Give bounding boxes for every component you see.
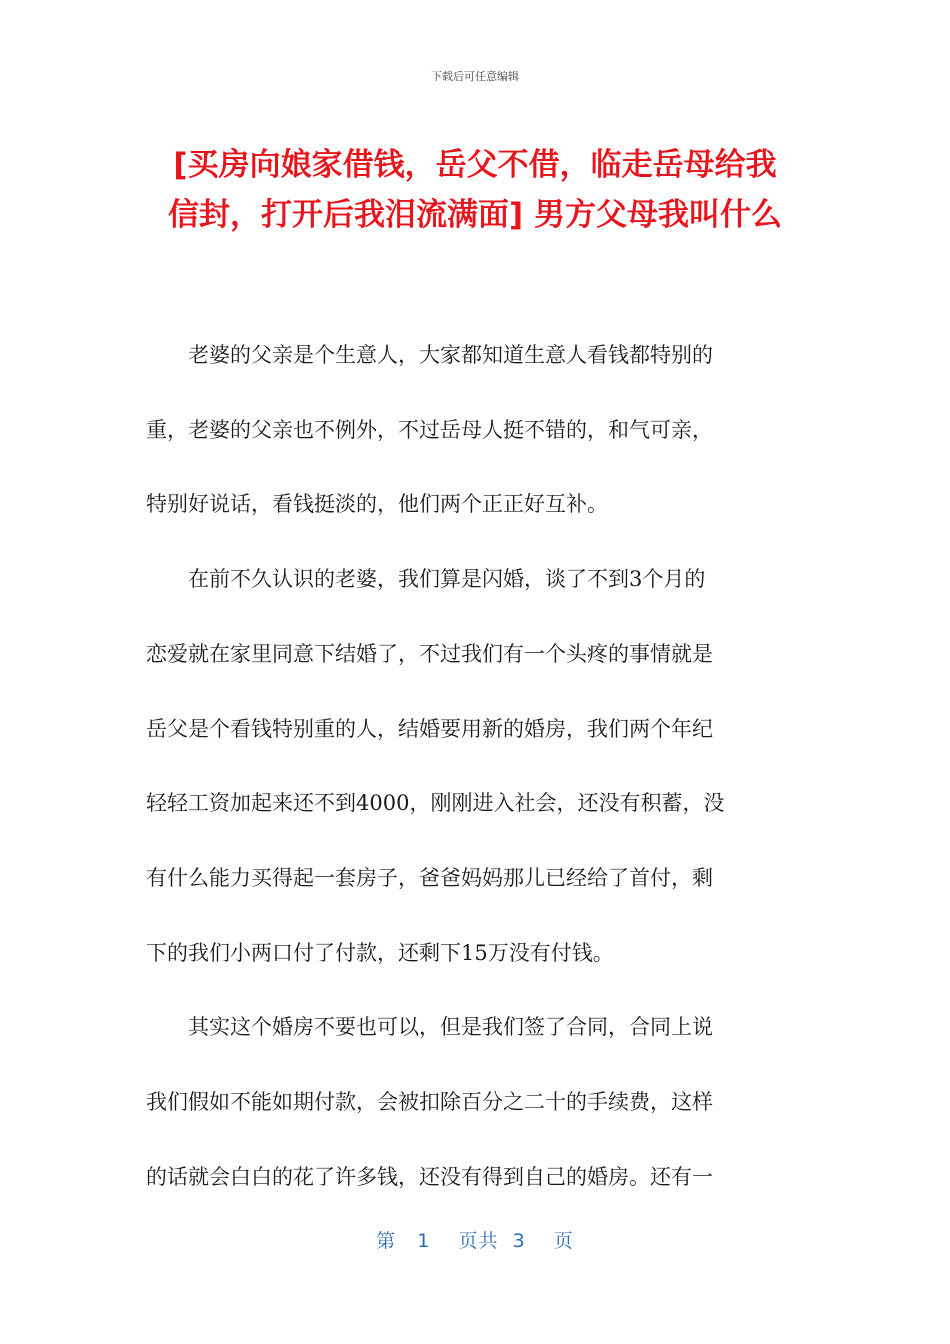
paragraph-3 xyxy=(146,990,796,1214)
text-line: 下的我们小两口付了付款，还剩下15万没有付钱。 xyxy=(146,940,614,965)
paragraph-2 xyxy=(146,542,796,990)
current-page-number: 1 xyxy=(417,1230,431,1252)
text-line: 岳父是个看钱特别重的人，结婚要用新的婚房，我们两个年纪 xyxy=(146,716,713,741)
text-line: 我们假如不能如期付款，会被扣除百分之二十的手续费，这样 xyxy=(146,1090,713,1115)
text-line: 重，老婆的父亲也不例外，不过岳母人挺不错的，和气可亲， xyxy=(146,417,713,442)
text-line: 恋爱就在家里同意下结婚了，不过我们有一个头疼的事情就是 xyxy=(146,641,713,666)
text-line: 特别好说话，看钱挺淡的，他们两个正正好互补。 xyxy=(146,492,608,517)
footer-middle: 页共 xyxy=(458,1230,499,1252)
document-title xyxy=(120,140,830,240)
text-line: 的话就会白白的花了许多钱，还没有得到自己的婚房。还有一 xyxy=(146,1164,713,1189)
text-line: 有什么能力买得起一套房子，爸爸妈妈那儿已经给了首付，剩 xyxy=(146,865,713,890)
footer-prefix: 第 xyxy=(376,1230,397,1252)
paragraph-1 xyxy=(146,318,796,542)
header-note: 下载后可任意编辑 xyxy=(431,70,519,83)
title-line-1: [买房向娘家借钱，岳父不借，临走岳母给我 xyxy=(173,147,777,183)
text-line: 在前不久认识的老婆，我们算是闪婚，谈了不到3个月的 xyxy=(188,567,706,592)
text-line: 老婆的父亲是个生意人，大家都知道生意人看钱都特别的 xyxy=(188,343,713,367)
text-line: 轻轻工资加起来还不到4000，刚刚进入社会，还没有积蓄，没 xyxy=(146,791,725,816)
page-footer xyxy=(0,1226,950,1253)
title-line-2: 信封，打开后我泪流满面] 男方父母我叫什么 xyxy=(168,197,782,233)
document-body xyxy=(146,318,796,1214)
text-line: 其实这个婚房不要也可以，但是我们签了合同，合同上说 xyxy=(188,1015,713,1040)
total-pages-number: 3 xyxy=(512,1230,526,1252)
footer-suffix: 页 xyxy=(553,1230,574,1252)
